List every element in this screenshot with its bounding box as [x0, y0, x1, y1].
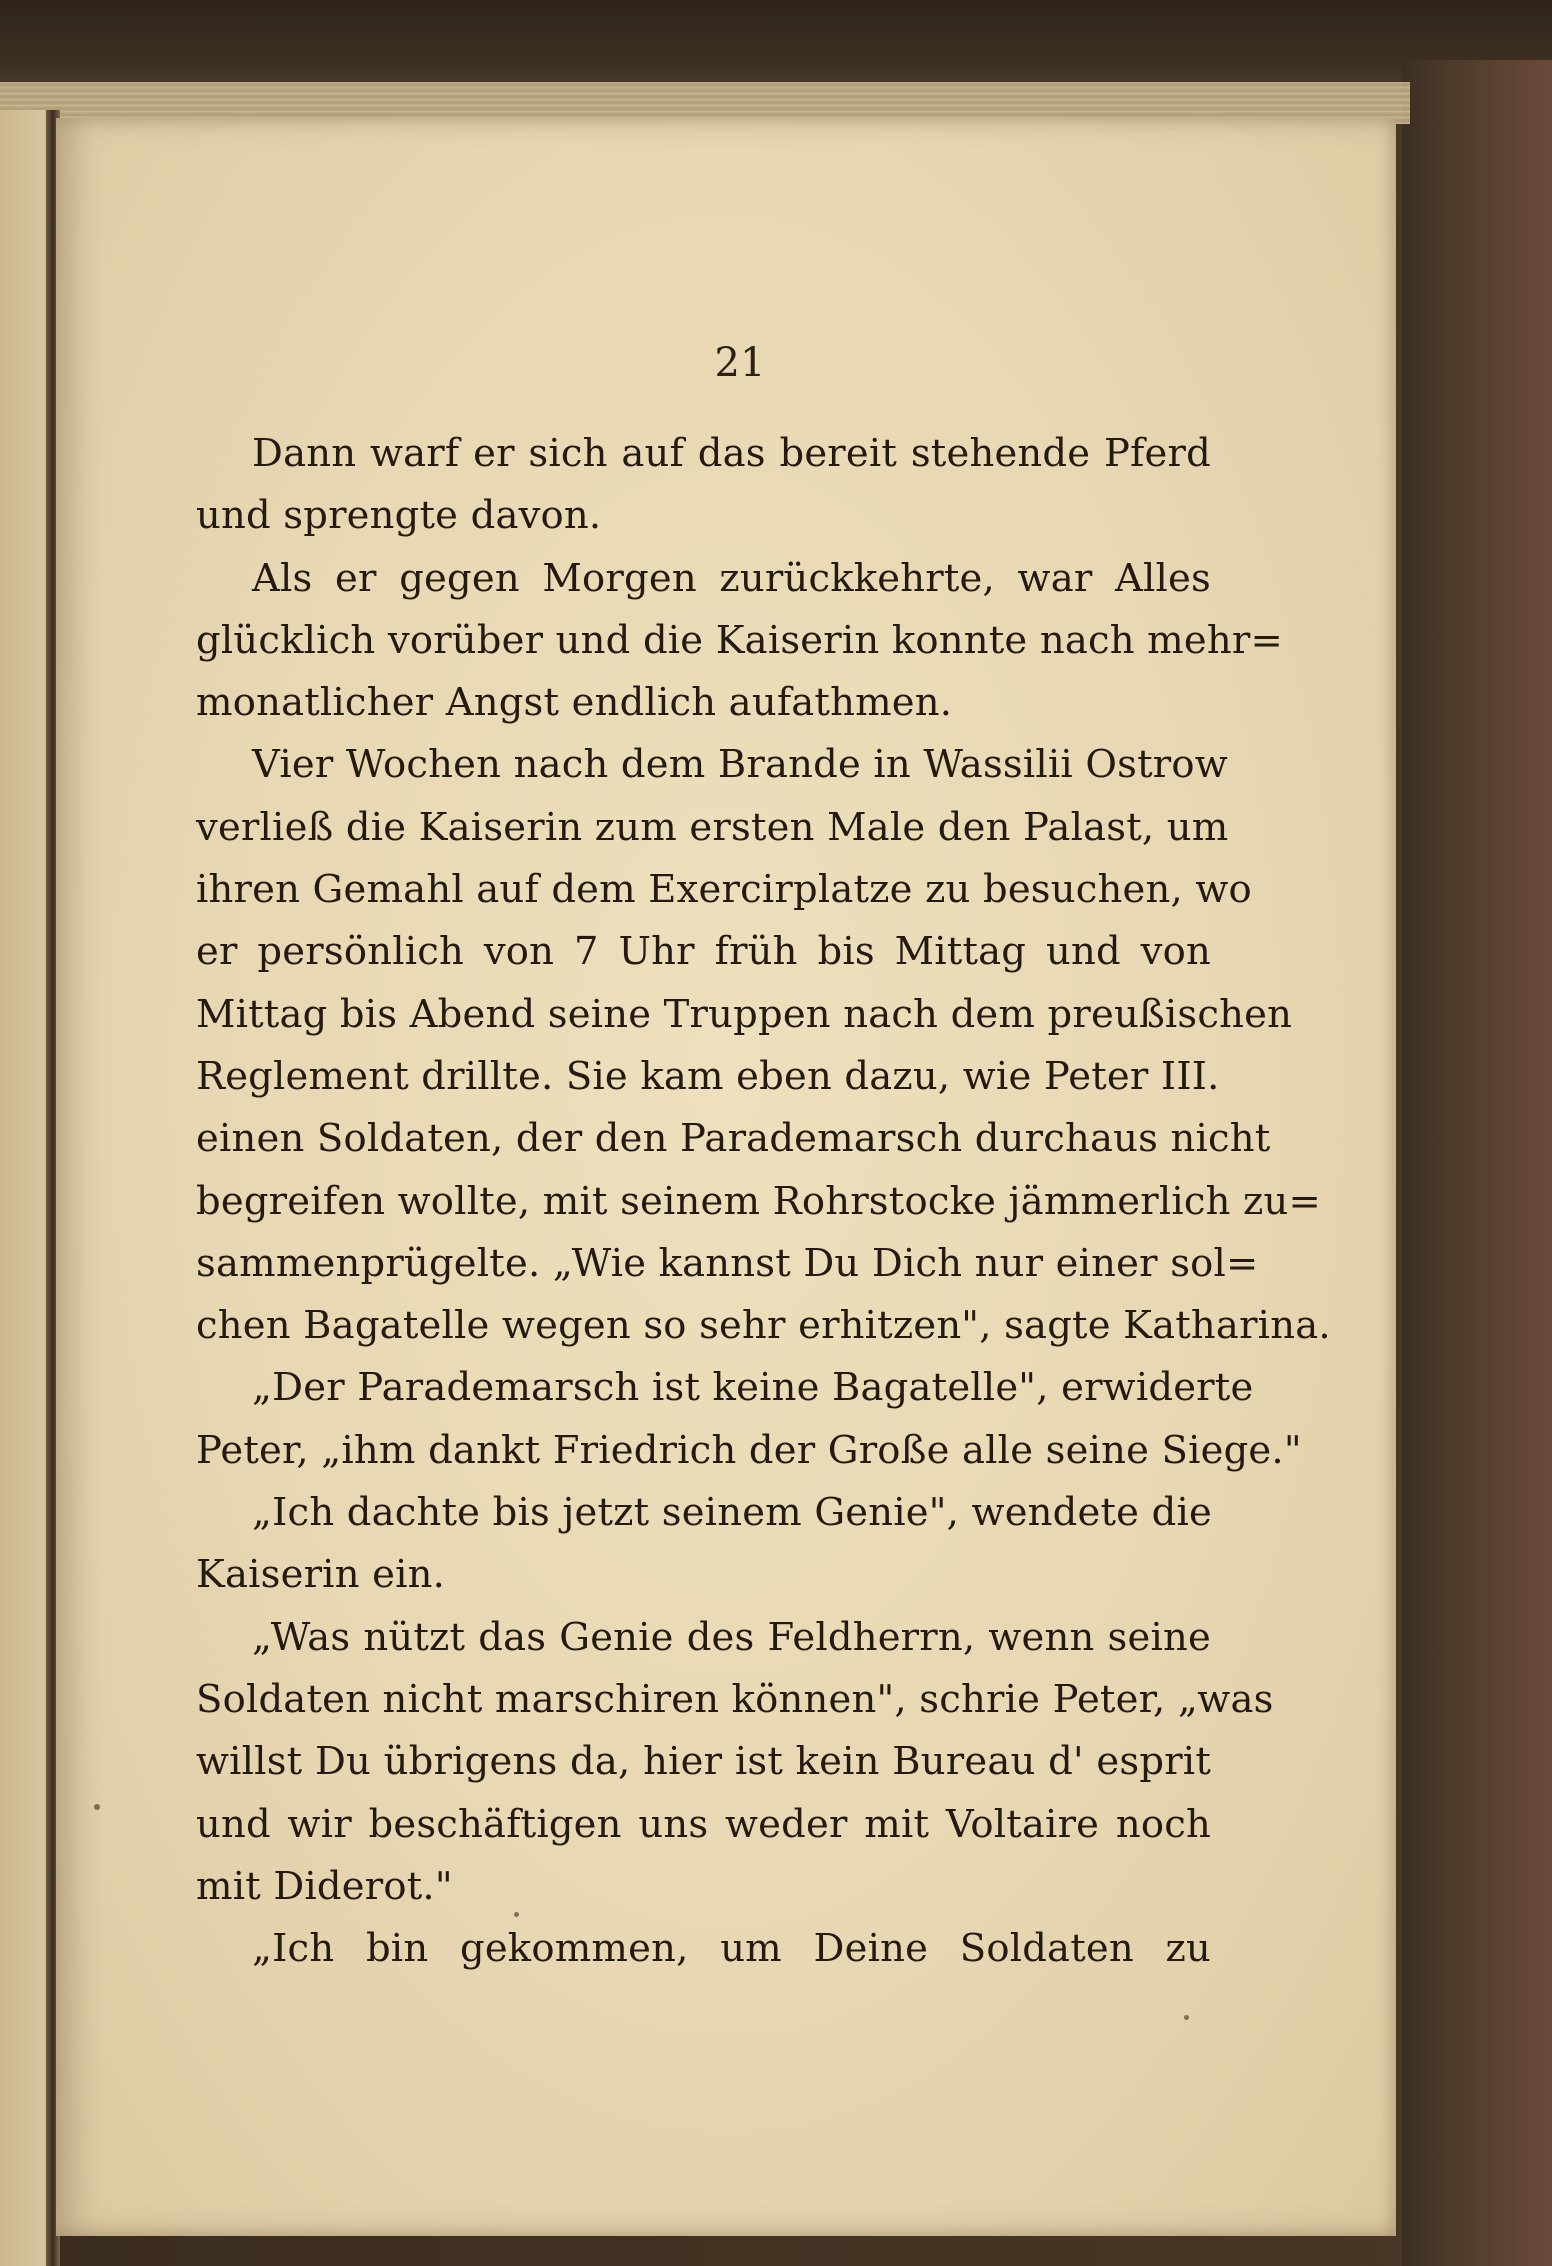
text-line: Dann warf er sich auf das bereit stehende Pferd: [252, 431, 1211, 476]
text-line: sammenprügelte. „Wie kannst Du Dich nur einer sol=: [196, 1240, 1259, 1286]
text-line: verließ die Kaiserin zum ersten Male den Palast, um: [196, 804, 1229, 850]
text-line: monatlicher Angst endlich aufathmen.: [196, 680, 953, 726]
ink-speck: [1184, 2015, 1189, 2020]
text-line: begreifen wollte, mit seinem Rohrstocke jämmerlich zu=: [196, 1178, 1321, 1224]
text-line: „Ich dachte bis jetzt seinem Genie", wendete die: [252, 1490, 1212, 1536]
text-line: glücklich vorüber und die Kaiserin konnte nach mehr=: [196, 617, 1283, 663]
text-line: Kaiserin ein.: [196, 1552, 446, 1598]
text-line: einen Soldaten, der den Parademarsch durchaus nicht: [196, 1116, 1271, 1162]
text-line: „Ich bin gekommen, um Deine Soldaten zu: [252, 1926, 1211, 1972]
text-line: chen Bagatelle wegen so sehr erhitzen", sagte Katharina.: [196, 1303, 1331, 1349]
page-number: 21: [714, 340, 766, 386]
book-cover-right-edge: [1402, 60, 1552, 2266]
text-line: „Der Parademarsch ist keine Bagatelle", erwiderte: [252, 1365, 1254, 1411]
text-line: Peter, „ihm dankt Friedrich der Große alle seine Siege.": [196, 1427, 1302, 1473]
ink-speck: [94, 1804, 100, 1810]
text-line: Vier Wochen nach dem Brande in Wassilii Ostrow: [252, 742, 1228, 788]
text-line: „Was nützt das Genie des Feldherrn, wenn seine: [252, 1614, 1211, 1660]
ink-speck: [514, 1912, 519, 1917]
text-line: ihren Gemahl auf dem Exercirplatze zu besuchen, wo: [196, 867, 1252, 913]
text-line: und wir beschäftigen uns weder mit Voltaire noch: [196, 1801, 1211, 1847]
text-line: Als er gegen Morgen zurückkehrte, war Alles: [252, 555, 1211, 601]
page-text-block: [196, 423, 1331, 1980]
text-line: Mittag bis Abend seine Truppen nach dem preußischen: [196, 991, 1293, 1037]
text-line: und sprengte davon.: [196, 493, 602, 539]
text-line: er persönlich von 7 Uhr früh bis Mittag und von: [196, 929, 1211, 975]
text-line: Soldaten nicht marschiren können", schrie Peter, „was: [196, 1676, 1274, 1722]
text-line: willst Du übrigens da, hier ist kein Bureau d' esprit: [196, 1739, 1211, 1785]
book-page: [56, 118, 1396, 2236]
text-line: mit Diderot.": [196, 1863, 453, 1909]
text-line: Reglement drillte. Sie kam eben dazu, wie Peter III.: [196, 1053, 1220, 1099]
